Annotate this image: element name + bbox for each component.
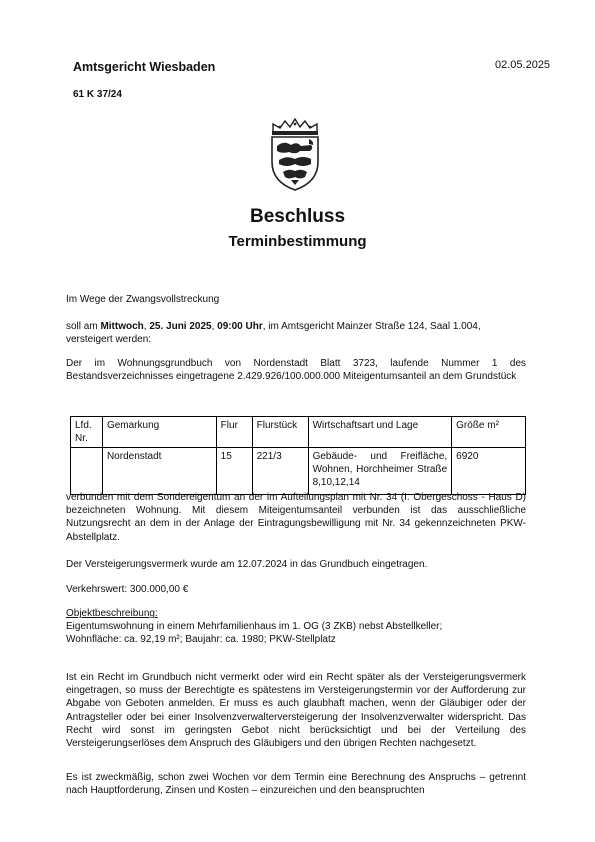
- object-heading: Objektbeschreibung:: [66, 608, 158, 619]
- auction-weekday: Mittwoch: [100, 321, 144, 332]
- auction-sep: ,: [143, 321, 150, 332]
- table-row: [71, 448, 526, 495]
- header-cell: Gemarkung: [102, 417, 216, 448]
- auction-line2: versteigert werden:: [66, 334, 152, 346]
- table-cell: 221/3: [252, 448, 308, 495]
- object-line-2: Wohnfläche: ca. 92,19 m²; Baujahr: ca. 1980; PKW-Stellplatz: [66, 634, 336, 646]
- auction-paragraph: [66, 320, 526, 346]
- header-cell: Lfd. Nr.: [71, 417, 103, 448]
- auction-sep2: ,: [211, 321, 218, 332]
- auction-date: 25. Juni 2025: [149, 321, 212, 332]
- table-header-row: [71, 417, 526, 448]
- auction-location: , im Amtsgericht Mainzer Straße 124, Saal 1.004,: [262, 321, 481, 332]
- crown-icon: [272, 119, 318, 135]
- table-cell: 15: [216, 448, 252, 495]
- coat-of-arms-icon: [267, 118, 323, 192]
- table-cell: Nordenstadt: [102, 448, 216, 495]
- table-cell: 6920: [452, 448, 526, 495]
- document-subtitle: Terminbestimmung: [228, 233, 367, 250]
- court-name: Amtsgericht Wiesbaden: [73, 60, 216, 74]
- ownership-paragraph: verbunden mit dem Sondereigentum an der im Aufteilungsplan mit Nr. 34 (I. Obergeschoss - Haus D) bezeichneten Wohnung. Mit diesem Miteigentumsanteil verbunden ist das ausschließliche Nutzungsrecht an dem in der Anlage der Eintragungsbewilligung mit Nr. 34 gekennzeichneten PKW-Abstellplatz.: [66, 492, 526, 543]
- registration-note: Der Versteigerungsvermerk wurde am 12.07.2024 in das Grundbuch eingetragen.: [66, 559, 428, 570]
- docket-number: 61 K 37/24: [73, 89, 122, 100]
- header-cell: Flur: [216, 417, 252, 448]
- document-title: Beschluss: [249, 206, 346, 227]
- table-cell: Gebäude- und Freifläche, Wohnen, Horchheimer Straße 8,10,12,14: [308, 448, 452, 495]
- object-description: [66, 607, 526, 647]
- rights-paragraph: Ist ein Recht im Grundbuch nicht vermerkt oder wird ein Recht später als der Versteigerungsvermerk eingetragen, so muss der Berechtigte es spätestens im Versteigerungstermin vor der Aufforderung zur Abgabe von Geboten anmelden. Er muss es auch glaubhaft machen, wenn der Gläubiger oder der Antragsteller oder bei einer Insolvenzverwalterversteigerung der Insolvenzverwalter widerspricht. Das Recht wird sonst im geringsten Gebot nicht berücksichtigt und bei der Verteilung des Versteigerungserlöses dem Anspruch des Gläubigers und den übrigen Rechten nachgesetzt.: [66, 672, 526, 750]
- market-value: Verkehrswert: 300.000,00 €: [66, 584, 189, 595]
- header-cell: Größe m²: [452, 417, 526, 448]
- document-date: 02.05.2025: [495, 59, 551, 71]
- auction-time: 09:00: [217, 321, 243, 332]
- advice-paragraph: Es ist zweckmäßig, schon zwei Wochen vor dem Termin eine Berechnung des Anspruchs – getrennt nach Hauptforderung, Zinsen und Kosten – einzureichen und den beanspruchten: [66, 772, 526, 797]
- header-cell: Wirtschaftsart und Lage: [308, 417, 452, 448]
- object-line-1: Eigentumswohnung in einem Mehrfamilienhaus im 1. OG (3 ZKB) nebst Abstellkeller;: [66, 621, 443, 633]
- header-cell: Flurstück: [252, 417, 308, 448]
- auction-time-unit: Uhr: [242, 321, 263, 332]
- registry-paragraph: Der im Wohnungsgrundbuch von Nordenstadt Blatt 3723, laufende Nummer 1 des Bestandsverzeichnisses eingetragene 2.429.926/100.000.000 Miteigentumsanteil an dem Grundstück: [66, 358, 526, 383]
- auction-pre: soll am: [66, 321, 101, 332]
- intro-text: Im Wege der Zwangsvollstreckung: [66, 294, 220, 305]
- property-table: [70, 416, 526, 495]
- table-cell: [71, 448, 103, 495]
